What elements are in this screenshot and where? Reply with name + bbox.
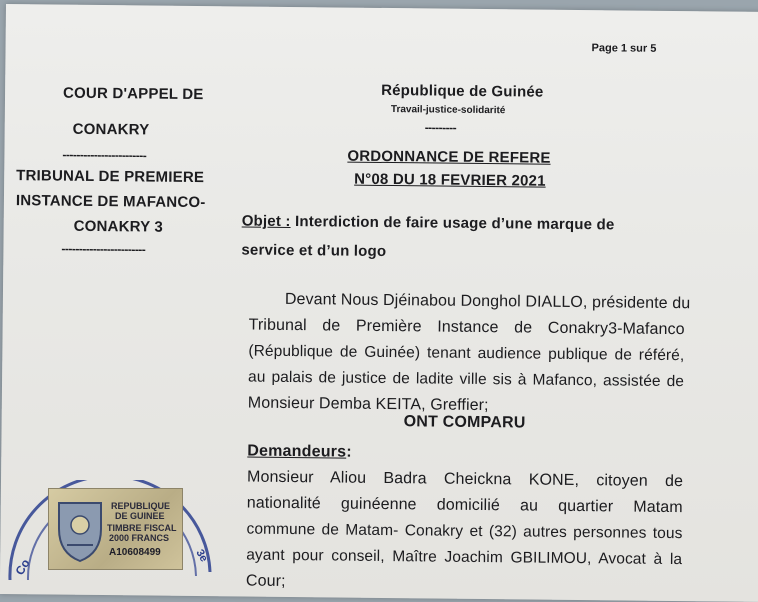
republic-title: République de Guinée (381, 81, 544, 101)
tribunal-line3: CONAKRY 3 (73, 217, 164, 236)
coat-of-arms-icon (53, 495, 107, 565)
tribunal-line2: INSTANCE DE MAFANCO- (15, 192, 206, 212)
ordonnance-number: N°08 DU 18 FEVRIER 2021 (354, 170, 546, 190)
paragraph-line: commune de Matam- Conakry et (32) autres personnes tous (246, 520, 683, 543)
paragraph-line: Monsieur Aliou Badra Cheickna KONE, citoyen de (246, 468, 684, 491)
paragraph-line: Devant Nous Djéinabou Donghol DIALLO, présidente du (284, 290, 691, 313)
demandeurs-colon: : (346, 443, 352, 461)
svg-text:3e: 3e (193, 547, 210, 565)
stamp-line2: DE GUINEE (115, 511, 165, 521)
separator: --------- (424, 120, 457, 135)
objet-text: Interdiction de faire usage d’une marque de (294, 213, 615, 234)
paragraph-line: ayant pour conseil, Maître Joachim GBILIMOU, Avocat à la (246, 546, 683, 569)
demandeurs-heading (247, 443, 352, 462)
ordonnance-title: ORDONNANCE DE REFERE (347, 147, 551, 167)
paragraph-line: au palais de justice de ladite ville sis à Mafanco, assistée de (248, 368, 685, 391)
ont-comparu-heading: ONT COMPARU (403, 413, 526, 432)
national-motto: Travail-justice-solidarité (390, 104, 506, 117)
page-number: Page 1 sur 5 (591, 42, 657, 55)
stamp-serial: A10608499 (109, 547, 161, 558)
svg-text:Co: Co (12, 556, 33, 578)
stamp-line4: 2000 FRANCS (109, 533, 170, 543)
objet-line2: service et d’un logo (241, 241, 387, 260)
paragraph-line: Monsieur Demba KEITA, Greffier; (247, 394, 489, 415)
paragraph-line: (République de Guinée) tenant audience publique de référé, (248, 342, 685, 365)
demandeurs-label: Demandeurs (247, 442, 347, 461)
paragraph-line: Tribunal de Première Instance de Conakry3-Mafanco (248, 316, 685, 339)
separator: ------------------------ (61, 241, 146, 257)
tribunal-line1: TRIBUNAL DE PREMIERE (16, 167, 205, 187)
court-name-line2: CONAKRY (72, 120, 150, 139)
stamp-line3: TIMBRE FISCAL (107, 523, 177, 533)
paragraph-line: nationalité guinéenne domicilié au quartier Matam (246, 494, 683, 517)
court-name-line1: COUR D'APPEL DE (62, 84, 204, 104)
stamp-line1: REPUBLIQUE (111, 501, 171, 511)
paragraph-line: Cour; (245, 572, 286, 590)
objet-label: Objet : (241, 212, 291, 230)
separator: ------------------------ (62, 147, 147, 163)
fiscal-stamp (48, 488, 183, 570)
objet-line1 (242, 212, 615, 233)
